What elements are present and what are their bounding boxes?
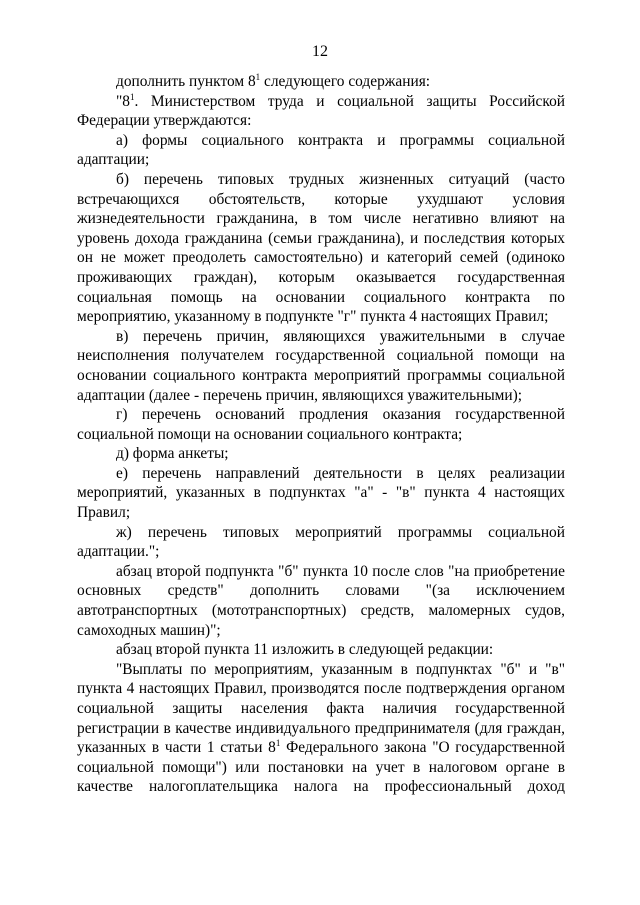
paragraph: абзац второй подпункта "б" пункта 10 после слов "на приобретение основных средств" дополнить словами "(за исключением автотранспортных (мототранспортных) средств, маломерных судов, самоходных машин)"; (77, 562, 565, 639)
page-number: 12 (312, 43, 328, 60)
paragraph: б) перечень типовых трудных жизненных ситуаций (часто встречающихся обстоятельств, которые ухудшают условия жизнедеятельности гражданина, в том числе негативно влияют на уровень дохода гражданина (семьи гражданина), и последствия которых он не может преодолеть самостоятельно) и категорий семей (одиноко проживающих граждан), которым оказывается государственная социальная помощь на основании социального контракта по мероприятию, указанному в подпункте "г" пункта 4 настоящих Правил; (77, 170, 565, 326)
document-body (77, 72, 565, 797)
paragraph: д) форма анкеты; (116, 445, 229, 463)
paragraph: дополнить пунктом $8^1$ следующего содержания: (116, 72, 431, 90)
paragraph: "$8^1$. Министерством труда и социальной защиты Российской Федерации утверждаются: (77, 91, 565, 130)
paragraph: г) перечень оснований продления оказания государственной социальной помощи на основании социального контракта; (77, 406, 565, 443)
paragraph: ж) перечень типовых мероприятий программы социальной адаптации."; (77, 523, 565, 561)
paragraph: а) формы социального контракта и программы социальной адаптации; (77, 131, 565, 169)
paragraph: "Выплаты по мероприятиям, указанным в подпунктах "б" и "в" пункта 4 настоящих Правил, производятся после подтверждения органом социальной защиты населения факта наличия государственной регистрации в качестве индивидуального предпринимателя (для граждан, указанных в части 1 статьи $8^1$ Федерального закона "О государственной социальной помощи") или постановки на учет в налоговом органе в качестве налогоплательщика налога на профессиональный доход (77, 660, 565, 796)
paragraph: абзац второй пункта 11 изложить в следующей редакции: (116, 641, 494, 659)
paragraph: в) перечень причин, являющихся уважительными в случае неисполнения получателем государственной социальной помощи на основании социального контракта мероприятий программы социальной адаптации (далее - перечень причин, являющихся уважительными); (77, 327, 565, 404)
paragraph: е) перечень направлений деятельности в целях реализации мероприятий, указанных в подпунктах "а" - "в" пункта 4 настоящих Правил; (77, 464, 565, 522)
